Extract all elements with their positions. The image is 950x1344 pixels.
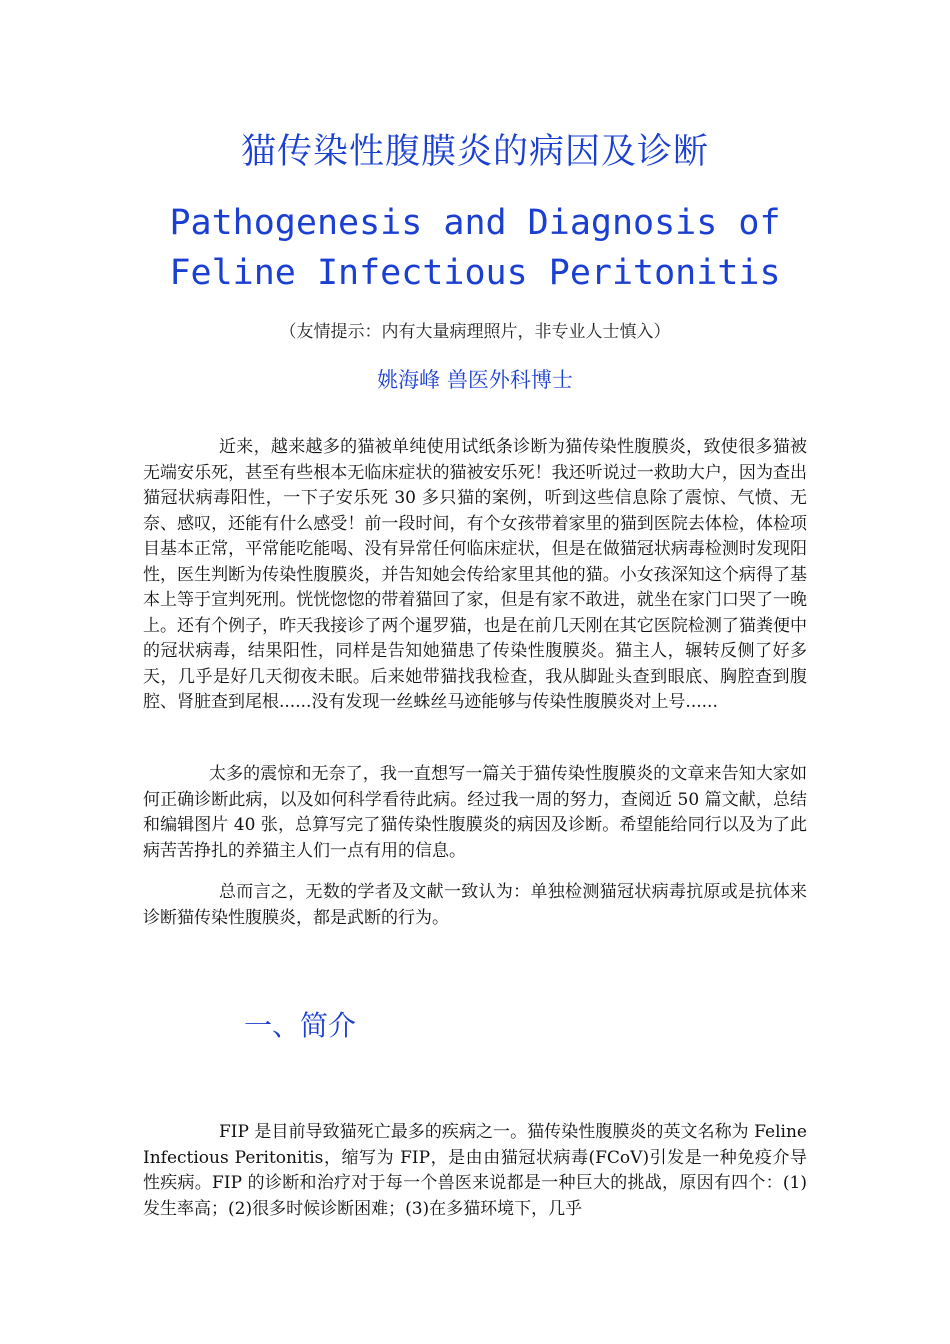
content-warning: （友情提示：内有大量病理照片，非专业人士慎入） (279, 322, 671, 342)
intro-paragraph-1: 近来，越来越多的猫被单纯使用试纸条诊断为猫传染性腹膜炎，致使很多猫被无端安乐死，甚至有些根本无临床症状的猫被安乐死！我还听说过一救助大户，因为查出猫冠状病毒阳性，一下子安乐死 30 多只猫的案例，听到这些信息除了震惊、气愤、无奈、感叹，还能有什么感受！前一段时间，有个女孩带着家里的猫到医院去体检，体检项目基本正常，平常能吃能喝、没有异常任何临床症状，但是在做猫冠状病毒检测时发现阳性，医生判断为传染性腹膜炎，并告知她会传给家里其他的猫。小女孩深知这个病得了基本上等于宣判死刑。恍恍惚惚的带着猫回了家，但是有家不敢进，就坐在家门口哭了一晚上。还有个例子，昨天我接诊了两个暹罗猫，也是在前几天刚在其它医院检测了猫粪便中的冠状病毒，结果阳性，同样是告知她猫患了传染性腹膜炎。猫主人，辗转反侧了好多天，几乎是好几天彻夜未眠。后来她带猫找我检查，我从脚趾头查到眼底、胸腔查到腹腔、肾脏查到尾根......没有发现一丝蛛丝马迹能够与传染性腹膜炎对上号...... (143, 437, 807, 712)
intro-paragraph-2: 太多的震惊和无奈了，我一直想写一篇关于猫传染性腹膜炎的文章来告知大家如何正确诊断此病，以及如何科学看待此病。经过我一周的努力，查阅近 50 篇文献，总结和编辑图片 40 张，总算写完了猫传染性腹膜炎的病因及诊断。希望能给同行以及为了此病苦苦挣扎的养猫主人们一点有用的信息。 (143, 764, 807, 861)
title-english: Pathogenesis and Diagnosis of Feline Infectious Peritonitis (169, 203, 781, 293)
intro-paragraph-3: 总而言之，无数的学者及文献一致认为：单独检测猫冠状病毒抗原或是抗体来诊断猫传染性腹膜炎，都是武断的行为。 (143, 882, 807, 928)
title-chinese: 猫传染性腹膜炎的病因及诊断 (240, 132, 709, 172)
section-paragraph: FIP 是目前导致猫死亡最多的疾病之一。猫传染性腹膜炎的英文名称为 Feline Infectious Peritonitis，缩写为 FIP，是由由猫冠状病毒(FCoV)引发是一种免疫介导性疾病。FIP 的诊断和治疗对于每一个兽医来说都是一种巨大的挑战，原因有四个：(1)发生率高；(2)很多时候诊断困难；(3)在多猫环境下，几乎 (143, 1122, 807, 1219)
author-line: 姚海峰 兽医外科博士 (377, 368, 573, 392)
section-heading-introduction: 一、简介 (244, 1009, 357, 1042)
